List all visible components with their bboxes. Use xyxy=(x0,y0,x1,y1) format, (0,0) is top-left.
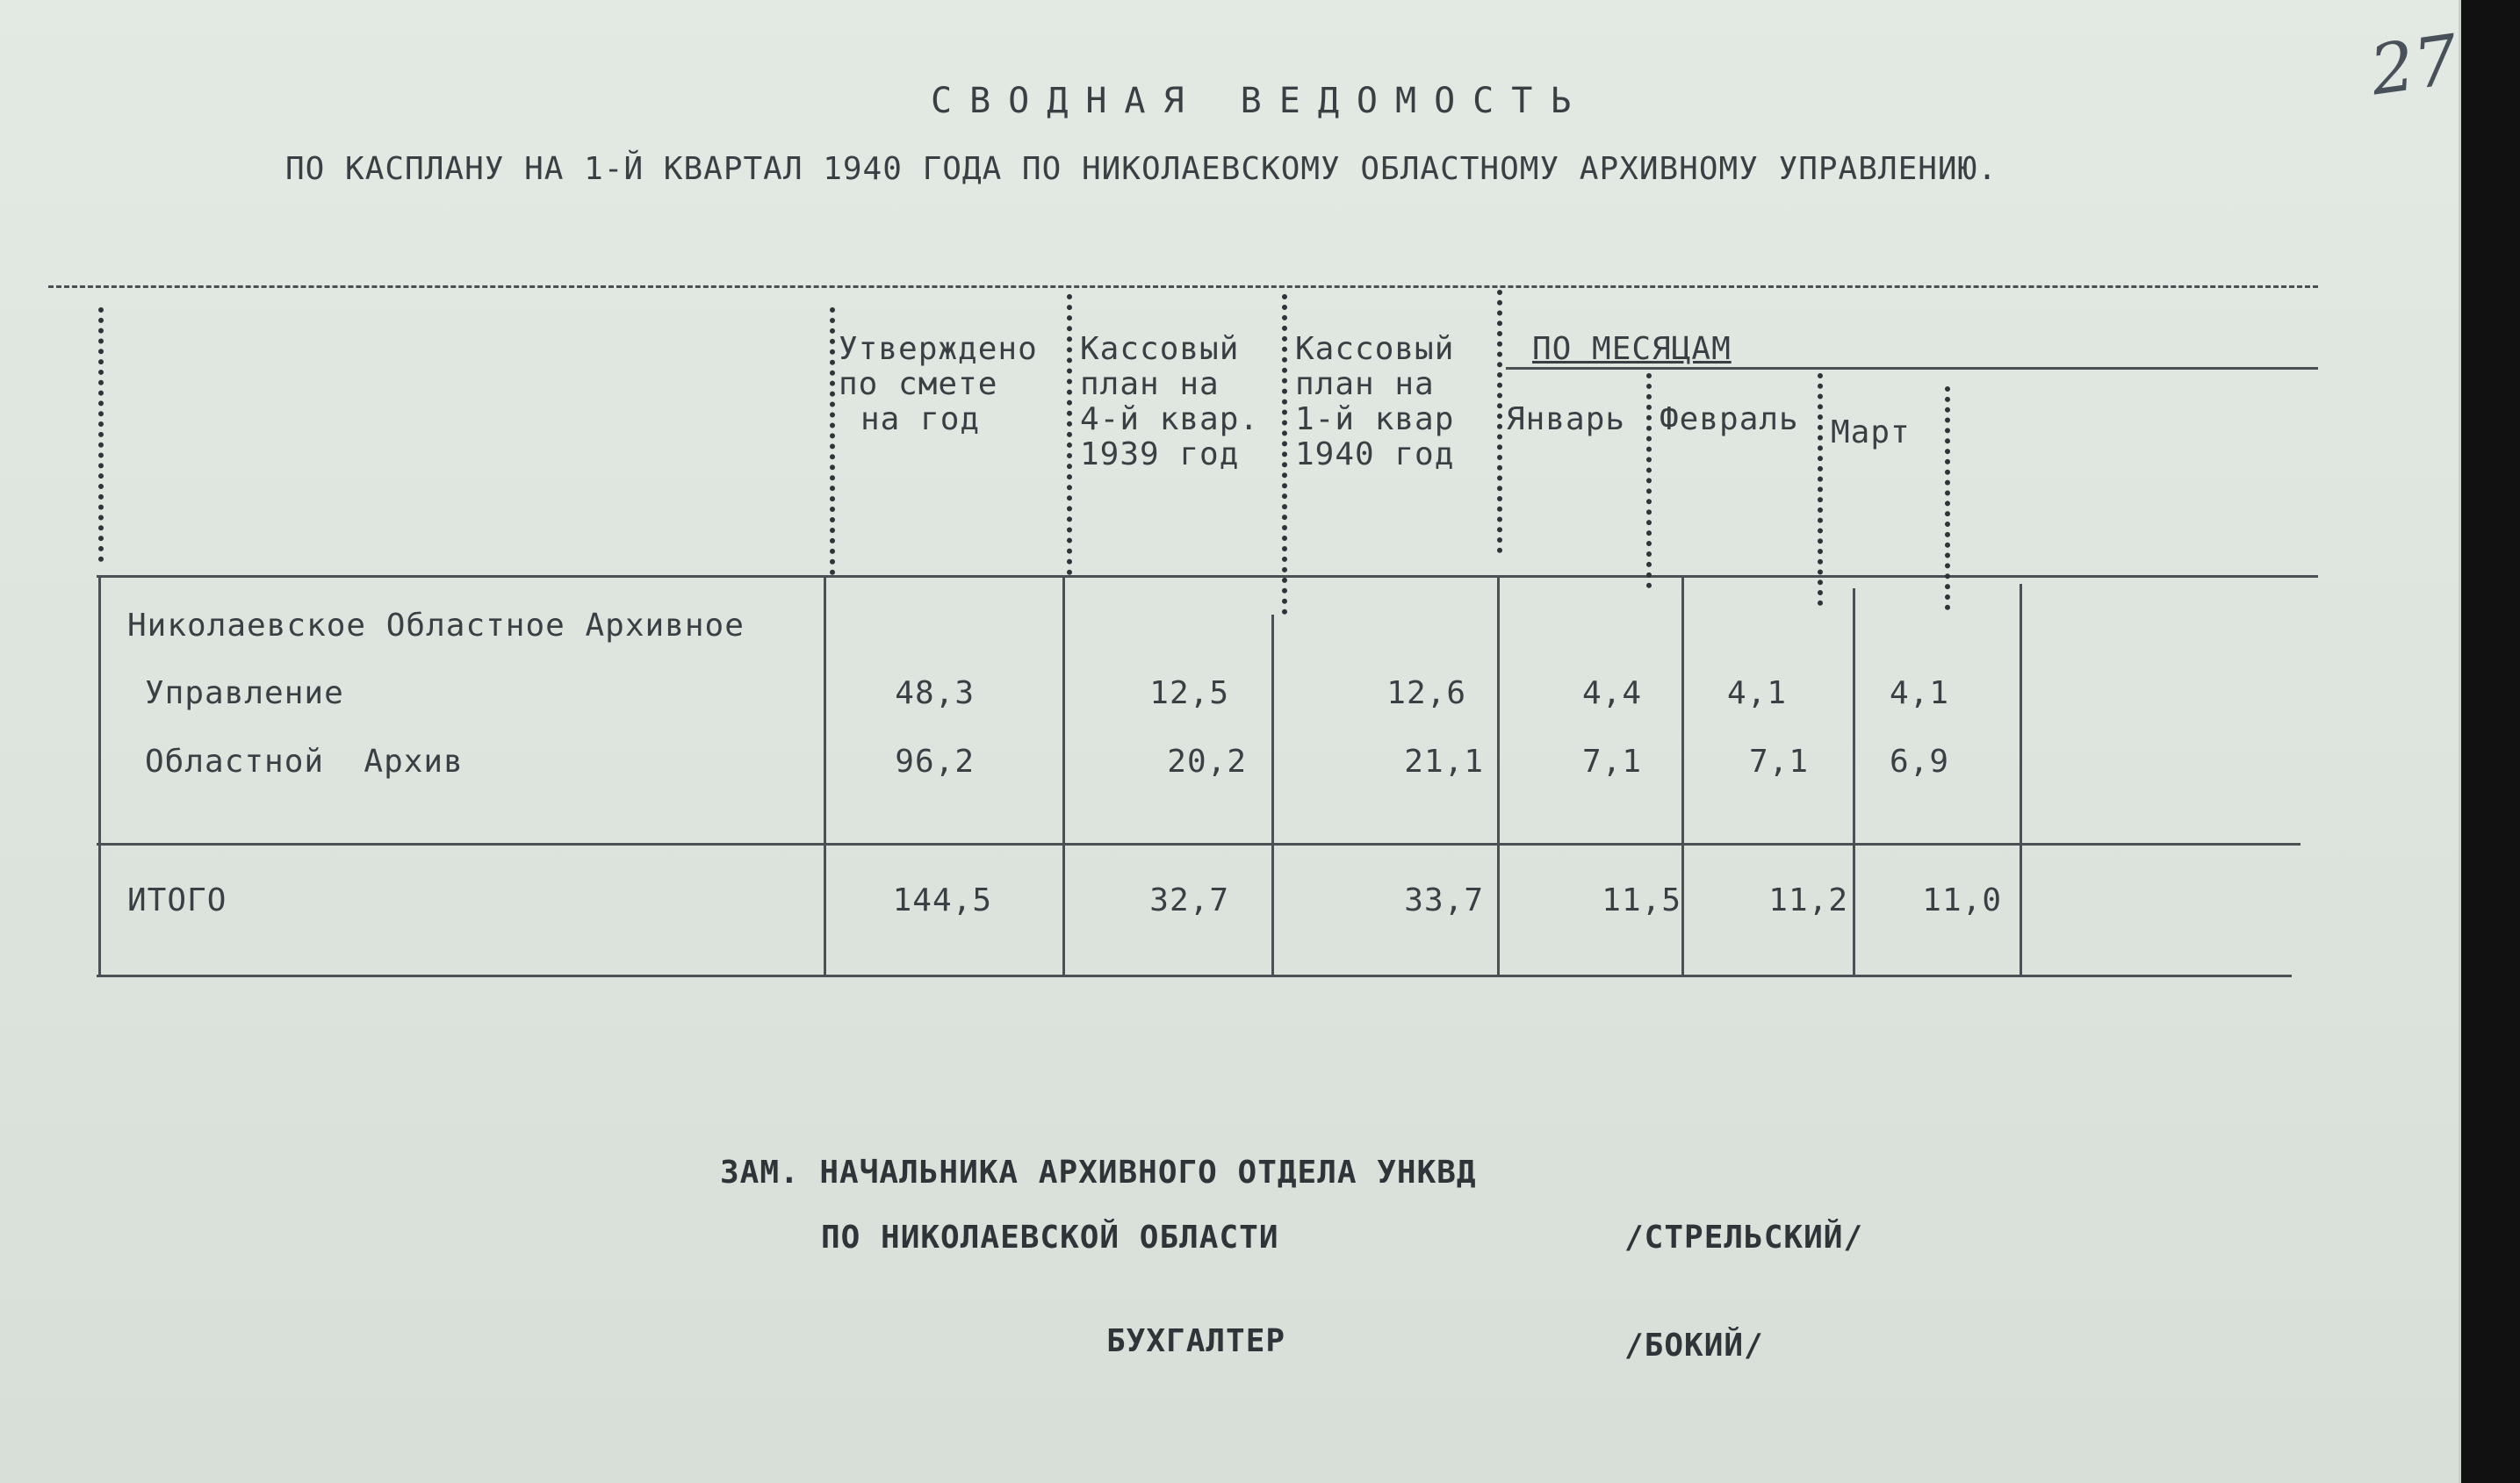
cell-jan: 4,4 xyxy=(1581,675,1642,711)
header-separator xyxy=(1282,294,1292,615)
column-line xyxy=(98,575,101,975)
cell-approved: 48,3 xyxy=(895,675,975,711)
cell-feb: 7,1 xyxy=(1748,744,1809,780)
total-jan: 11,5 xyxy=(1602,882,1681,918)
row-name-line: Областной Архив xyxy=(145,744,464,780)
cell-feb: 4,1 xyxy=(1726,675,1787,711)
folio-number: 27 xyxy=(2365,20,2464,112)
months-group-rule xyxy=(1506,367,2318,370)
column-line xyxy=(1062,575,1065,975)
header-separator xyxy=(1646,373,1657,588)
column-line xyxy=(1497,575,1500,975)
document-subtitle: ПО КАСПЛАНУ НА 1-Й КВАРТАЛ 1940 ГОДА ПО НИКОЛАЕВСКОМУ ОБЛАСТНОМУ АРХИВНОМУ УПРАВЛЕНИЮ. xyxy=(285,151,1998,187)
cell-plan-1939: 12,5 xyxy=(1149,675,1229,711)
header-separator xyxy=(98,307,109,562)
column-line xyxy=(1271,615,1274,975)
signatory-position-line1: ЗАМ. НАЧАЛЬНИКА АРХИВНОГО ОТДЕЛА УНКВД xyxy=(720,1155,1477,1191)
col-header-plan1940-l2: план на xyxy=(1295,366,1435,402)
col-header-plan1939-l4: 1939 год xyxy=(1080,436,1240,472)
col-header-march: Март xyxy=(1831,414,1911,450)
cell-jan: 7,1 xyxy=(1581,744,1642,780)
col-header-approved-l1: Утверждено xyxy=(839,331,1038,367)
total-label: ИТОГО xyxy=(127,882,227,918)
cell-approved: 96,2 xyxy=(895,744,975,780)
total-plan-1940: 33,7 xyxy=(1404,882,1484,918)
table-top-rule xyxy=(48,285,2318,288)
cell-plan-1939: 20,2 xyxy=(1167,744,1247,780)
header-separator xyxy=(1945,386,1955,610)
col-header-plan1940-l3: 1-й квар xyxy=(1295,401,1455,437)
accountant-label: БУХГАЛТЕР xyxy=(1106,1323,1286,1359)
column-line xyxy=(2020,584,2022,975)
row-name-line: Николаевское Областное Архивное xyxy=(127,608,745,644)
signatory-position-line2: ПО НИКОЛАЕВСКОЙ ОБЛАСТИ xyxy=(821,1220,1279,1256)
signatory-name-1: /СТРЕЛЬСКИЙ/ xyxy=(1624,1220,1864,1256)
table-bottom-rule xyxy=(97,975,2292,977)
column-line xyxy=(824,575,826,975)
column-line xyxy=(1681,575,1684,975)
document-title: СВОДНАЯ ВЕДОМОСТЬ xyxy=(931,81,1589,121)
cell-plan-1940: 12,6 xyxy=(1386,675,1466,711)
header-separator xyxy=(1818,373,1828,606)
total-mar: 11,0 xyxy=(1922,882,2002,918)
row-name-line: Управление xyxy=(145,675,344,711)
cell-plan-1940: 21,1 xyxy=(1404,744,1484,780)
total-plan-1939: 32,7 xyxy=(1149,882,1229,918)
cell-mar: 4,1 xyxy=(1889,675,1949,711)
col-header-plan1939-l2: план на xyxy=(1080,366,1220,402)
total-feb: 11,2 xyxy=(1768,882,1848,918)
total-top-rule xyxy=(97,843,2300,846)
col-header-by-months: ПО МЕСЯЦАМ xyxy=(1532,331,1732,367)
header-separator xyxy=(1067,294,1077,575)
col-header-february: Февраль xyxy=(1660,401,1799,437)
col-header-january: Январь xyxy=(1506,401,1626,437)
col-header-approved-l3: на год xyxy=(860,401,981,437)
signatory-name-2: /БОКИЙ/ xyxy=(1624,1328,1764,1364)
col-header-plan1940-l1: Кассовый xyxy=(1295,331,1455,367)
header-bottom-rule xyxy=(97,575,2318,578)
total-approved: 144,5 xyxy=(892,882,992,918)
col-header-plan1940-l4: 1940 год xyxy=(1295,436,1455,472)
col-header-plan1939-l3: 4-й квар. xyxy=(1080,401,1260,437)
col-header-approved-l2: по смете xyxy=(839,366,998,402)
column-line xyxy=(1853,588,1855,975)
cell-mar: 6,9 xyxy=(1889,744,1949,780)
col-header-plan1939-l1: Кассовый xyxy=(1080,331,1240,367)
